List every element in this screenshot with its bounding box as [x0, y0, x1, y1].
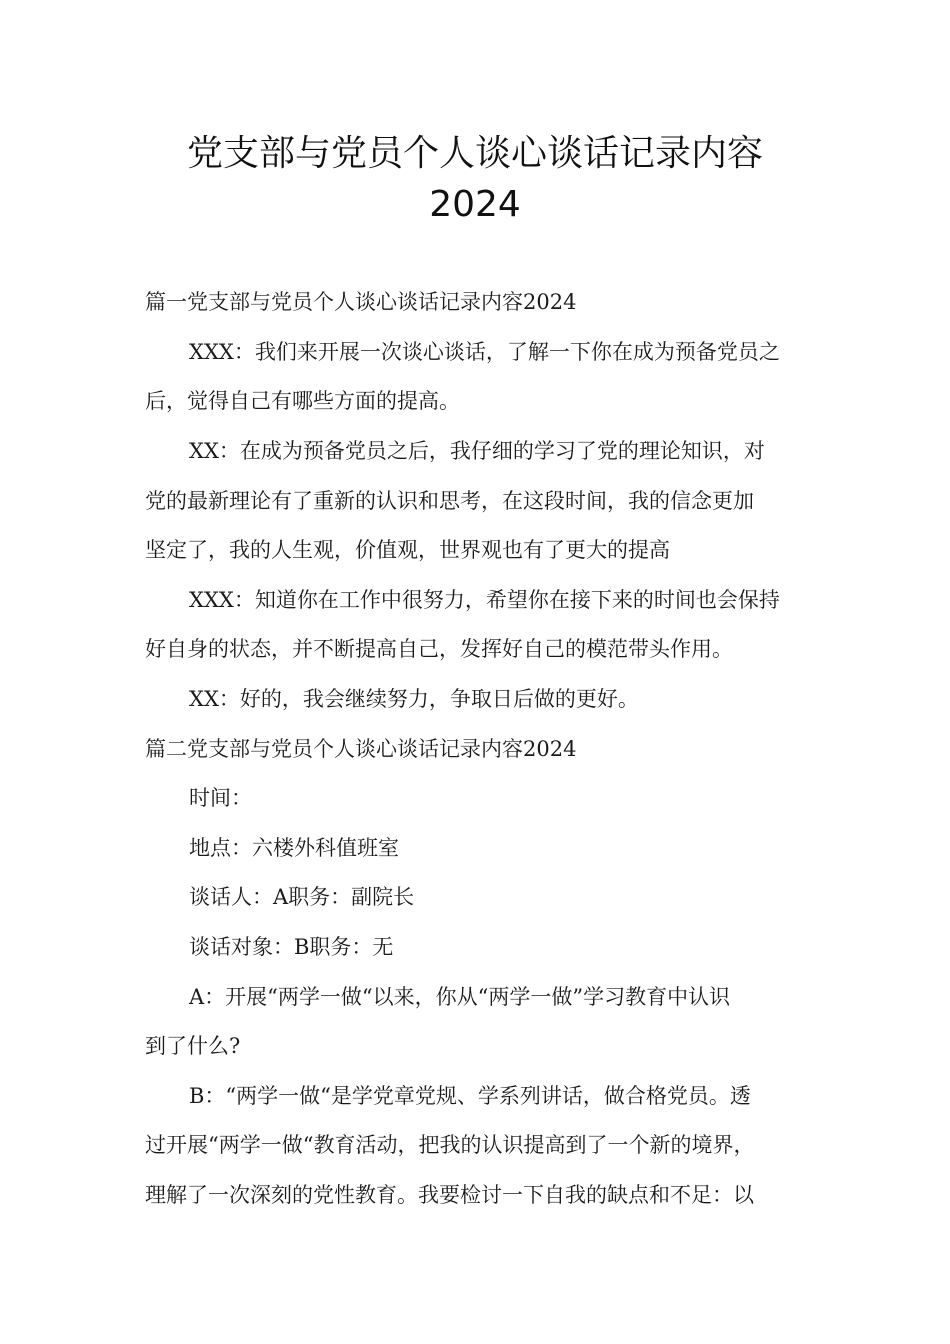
paragraph-line: B：“两学一做“是学党章党规、学系列讲话，做合格党员。透: [189, 1084, 751, 1108]
paragraph-line: 谈话对象：B职务：无: [189, 935, 394, 959]
paragraph-line: XXX：知道你在工作中很努力，希望你在接下来的时间也会保持: [189, 588, 780, 612]
paragraph-line: 地点：六楼外科值班室: [189, 836, 399, 860]
paragraph-line: 后，觉得自己有哪些方面的提高。: [145, 389, 460, 413]
paragraph-line: 时间：: [189, 786, 252, 810]
paragraph-line: 谈话人：A职务：副院长: [189, 885, 415, 909]
section-heading-2: 篇二党支部与党员个人谈心谈话记录内容2024: [145, 737, 577, 761]
paragraph-line: XX：好的，我会继续努力，争取日后做的更好。: [189, 687, 639, 711]
paragraph-line: 坚定了，我的人生观，价值观，世界观也有了更大的提高: [145, 538, 670, 562]
paragraph-line: 理解了一次深刻的党性教育。我要检讨一下自我的缺点和不足：以: [145, 1183, 754, 1207]
paragraph-line: XXX：我们来开展一次谈心谈话，了解一下你在成为预备党员之: [189, 340, 780, 364]
document-title-line1: 党支部与党员个人谈心谈话记录内容: [186, 133, 763, 174]
section-heading-1: 篇一党支部与党员个人谈心谈话记录内容2024: [145, 290, 577, 314]
document-title-line2: 2024: [429, 184, 521, 225]
paragraph-line: 到了什么?: [145, 1034, 241, 1058]
paragraph-line: XX：在成为预备党员之后，我仔细的学习了党的理论知识，对: [189, 439, 765, 463]
paragraph-line: 过开展“两学一做“教育活动，把我的认识提高到了一个新的境界，: [145, 1133, 755, 1157]
paragraph-line: 好自身的状态，并不断提高自己，发挥好自己的模范带头作用。: [145, 637, 733, 661]
paragraph-line: 党的最新理论有了重新的认识和思考，在这段时间，我的信念更加: [145, 489, 754, 513]
paragraph-line: A：开展“两学一做“以来，你从“两学一做”学习教育中认识: [189, 985, 731, 1009]
